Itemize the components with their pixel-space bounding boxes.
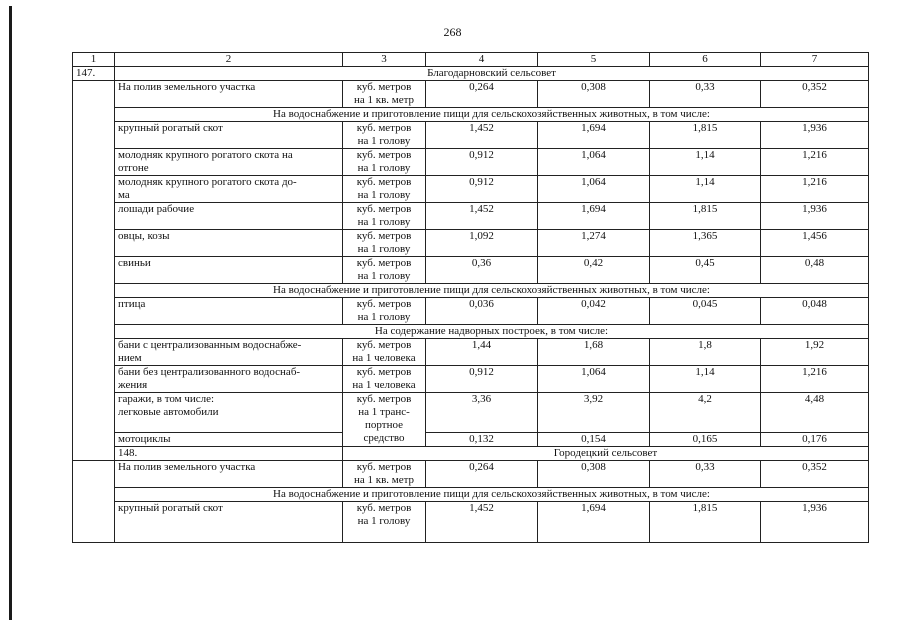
value-col4: 1,452	[426, 501, 538, 542]
norm-name: гаражи, в том числе:	[115, 393, 343, 407]
settlement-name: Городецкий сельсовет	[343, 446, 869, 460]
value-col6: 1,8	[650, 339, 761, 366]
value-col6: 1,14	[650, 176, 761, 203]
value-col5: 0,308	[538, 81, 650, 108]
column-header: 4	[426, 53, 538, 67]
value-col5: 1,064	[538, 176, 650, 203]
value-col7: 1,216	[761, 176, 869, 203]
value-col6: 0,045	[650, 298, 761, 325]
value-col6: 1,14	[650, 366, 761, 393]
unit-cell: куб. метров на 1 кв. метр	[343, 81, 426, 108]
value-col4: 1,44	[426, 339, 538, 366]
norm-name: На полив земельного участка	[115, 81, 343, 108]
table-row	[73, 501, 869, 542]
value-col6: 0,165	[650, 432, 761, 446]
unit-cell: куб. метров на 1 голову	[343, 298, 426, 325]
value-col4: 0,264	[426, 81, 538, 108]
norm-name: На полив земельного участка	[115, 460, 343, 487]
unit-cell: куб. метров на 1 голову	[343, 176, 426, 203]
value-col4: 0,036	[426, 298, 538, 325]
unit-cell: куб. метров на 1 голову	[343, 122, 426, 149]
value-col7: 0,352	[761, 460, 869, 487]
table-row	[73, 432, 869, 446]
value-col5: 1,694	[538, 122, 650, 149]
table-row	[73, 81, 869, 108]
value-col6: 0,33	[650, 460, 761, 487]
value-col7: 1,936	[761, 122, 869, 149]
value-col6: 1,815	[650, 122, 761, 149]
value-col5: 1,694	[538, 501, 650, 542]
table-row	[73, 149, 869, 176]
row-number: 148.	[115, 446, 343, 460]
value-col6: 0,45	[650, 257, 761, 284]
value-col6: 1,365	[650, 230, 761, 257]
norm-name: крупный рогатый скот	[115, 122, 343, 149]
value-col7: 1,456	[761, 230, 869, 257]
value-col4: 1,092	[426, 230, 538, 257]
value-col7: 1,92	[761, 339, 869, 366]
column-header: 5	[538, 53, 650, 67]
value-col4: 0,264	[426, 460, 538, 487]
value-col5: 0,308	[538, 460, 650, 487]
value-col7: 0,352	[761, 81, 869, 108]
table-row	[73, 366, 869, 393]
column-header: 1	[73, 53, 115, 67]
value-col7: 0,48	[761, 257, 869, 284]
value-col5: 1,064	[538, 366, 650, 393]
norm-name: легковые автомобили	[115, 406, 343, 432]
value-col5: 0,42	[538, 257, 650, 284]
norm-name: птица	[115, 298, 343, 325]
table-row	[73, 393, 869, 407]
section-title: На содержание надворных построек, в том числе:	[115, 325, 869, 339]
table-row	[73, 406, 869, 432]
section-title: На водоснабжение и приготовление пищи для сельскохозяйственных животных, в том числе:	[115, 108, 869, 122]
settlement-row	[73, 67, 869, 81]
table-row	[73, 257, 869, 284]
unit-cell: куб. метров на 1 человека	[343, 339, 426, 366]
section-row	[73, 325, 869, 339]
value-col7: 1,936	[761, 501, 869, 542]
norm-name: бани с централизованным водоснабже- нием	[115, 339, 343, 366]
water-norms-table	[72, 52, 869, 543]
settlement-row	[73, 446, 869, 460]
column-header: 3	[343, 53, 426, 67]
unit-cell: средство	[343, 432, 426, 446]
section-title: На водоснабжение и приготовление пищи для сельскохозяйственных животных, в том числе:	[115, 284, 869, 298]
number-cell-span	[73, 460, 115, 542]
value-col5: 0,154	[538, 432, 650, 446]
value-col6: 1,815	[650, 203, 761, 230]
table-row	[73, 460, 869, 487]
section-row	[73, 487, 869, 501]
value-col6: 0,33	[650, 81, 761, 108]
unit-cell: куб. метров на 1 человека	[343, 366, 426, 393]
table-row	[73, 298, 869, 325]
settlement-name: Благодарновский сельсовет	[115, 67, 869, 81]
value-col7: 1,936	[761, 203, 869, 230]
value-col5: 1,274	[538, 230, 650, 257]
empty-cell	[650, 406, 761, 432]
value-col4: 0,912	[426, 149, 538, 176]
norm-name: крупный рогатый скот	[115, 501, 343, 542]
value-col5: 1,064	[538, 149, 650, 176]
page-edge-bar	[9, 6, 12, 620]
section-row	[73, 108, 869, 122]
value-col7: 1,216	[761, 149, 869, 176]
unit-cell: куб. метров на 1 голову	[343, 230, 426, 257]
norm-name: молодняк крупного рогатого скота до- ма	[115, 176, 343, 203]
norm-name: свиньи	[115, 257, 343, 284]
value-col7: 4,48	[761, 393, 869, 407]
value-col7: 1,216	[761, 366, 869, 393]
unit-cell: куб. метров	[343, 393, 426, 407]
norm-name: молодняк крупного рогатого скота на отгоне	[115, 149, 343, 176]
table-row	[73, 176, 869, 203]
unit-cell: куб. метров на 1 голову	[343, 257, 426, 284]
table-row	[73, 230, 869, 257]
column-header: 2	[115, 53, 343, 67]
header-row	[73, 53, 869, 67]
value-col7: 0,048	[761, 298, 869, 325]
norm-name: овцы, козы	[115, 230, 343, 257]
table-row	[73, 203, 869, 230]
section-title: На водоснабжение и приготовление пищи для сельскохозяйственных животных, в том числе:	[115, 487, 869, 501]
unit-cell: на 1 транс- портное	[343, 406, 426, 432]
empty-cell	[761, 406, 869, 432]
value-col5: 1,68	[538, 339, 650, 366]
value-col6: 1,815	[650, 501, 761, 542]
value-col4: 0,912	[426, 366, 538, 393]
page-number: 268	[443, 25, 462, 39]
column-header: 7	[761, 53, 869, 67]
value-col5: 1,694	[538, 203, 650, 230]
number-cell-span	[73, 81, 115, 461]
table-row	[73, 339, 869, 366]
unit-cell: куб. метров на 1 голову	[343, 203, 426, 230]
value-col4: 0,36	[426, 257, 538, 284]
value-col4: 3,36	[426, 393, 538, 407]
value-col7: 0,176	[761, 432, 869, 446]
norm-name: бани без централизованного водоснаб- жения	[115, 366, 343, 393]
value-col4: 1,452	[426, 203, 538, 230]
unit-cell: куб. метров на 1 голову	[343, 149, 426, 176]
unit-cell: куб. метров на 1 голову	[343, 501, 426, 542]
empty-cell	[426, 406, 538, 432]
value-col4: 1,452	[426, 122, 538, 149]
section-row	[73, 284, 869, 298]
value-col6: 1,14	[650, 149, 761, 176]
empty-cell	[538, 406, 650, 432]
column-header: 6	[650, 53, 761, 67]
table-row	[73, 122, 869, 149]
value-col5: 0,042	[538, 298, 650, 325]
norm-name: мотоциклы	[115, 432, 343, 446]
norm-name: лошади рабочие	[115, 203, 343, 230]
value-col4: 0,912	[426, 176, 538, 203]
row-number: 147.	[73, 67, 115, 81]
unit-cell: куб. метров на 1 кв. метр	[343, 460, 426, 487]
value-col4: 0,132	[426, 432, 538, 446]
value-col5: 3,92	[538, 393, 650, 407]
value-col6: 4,2	[650, 393, 761, 407]
